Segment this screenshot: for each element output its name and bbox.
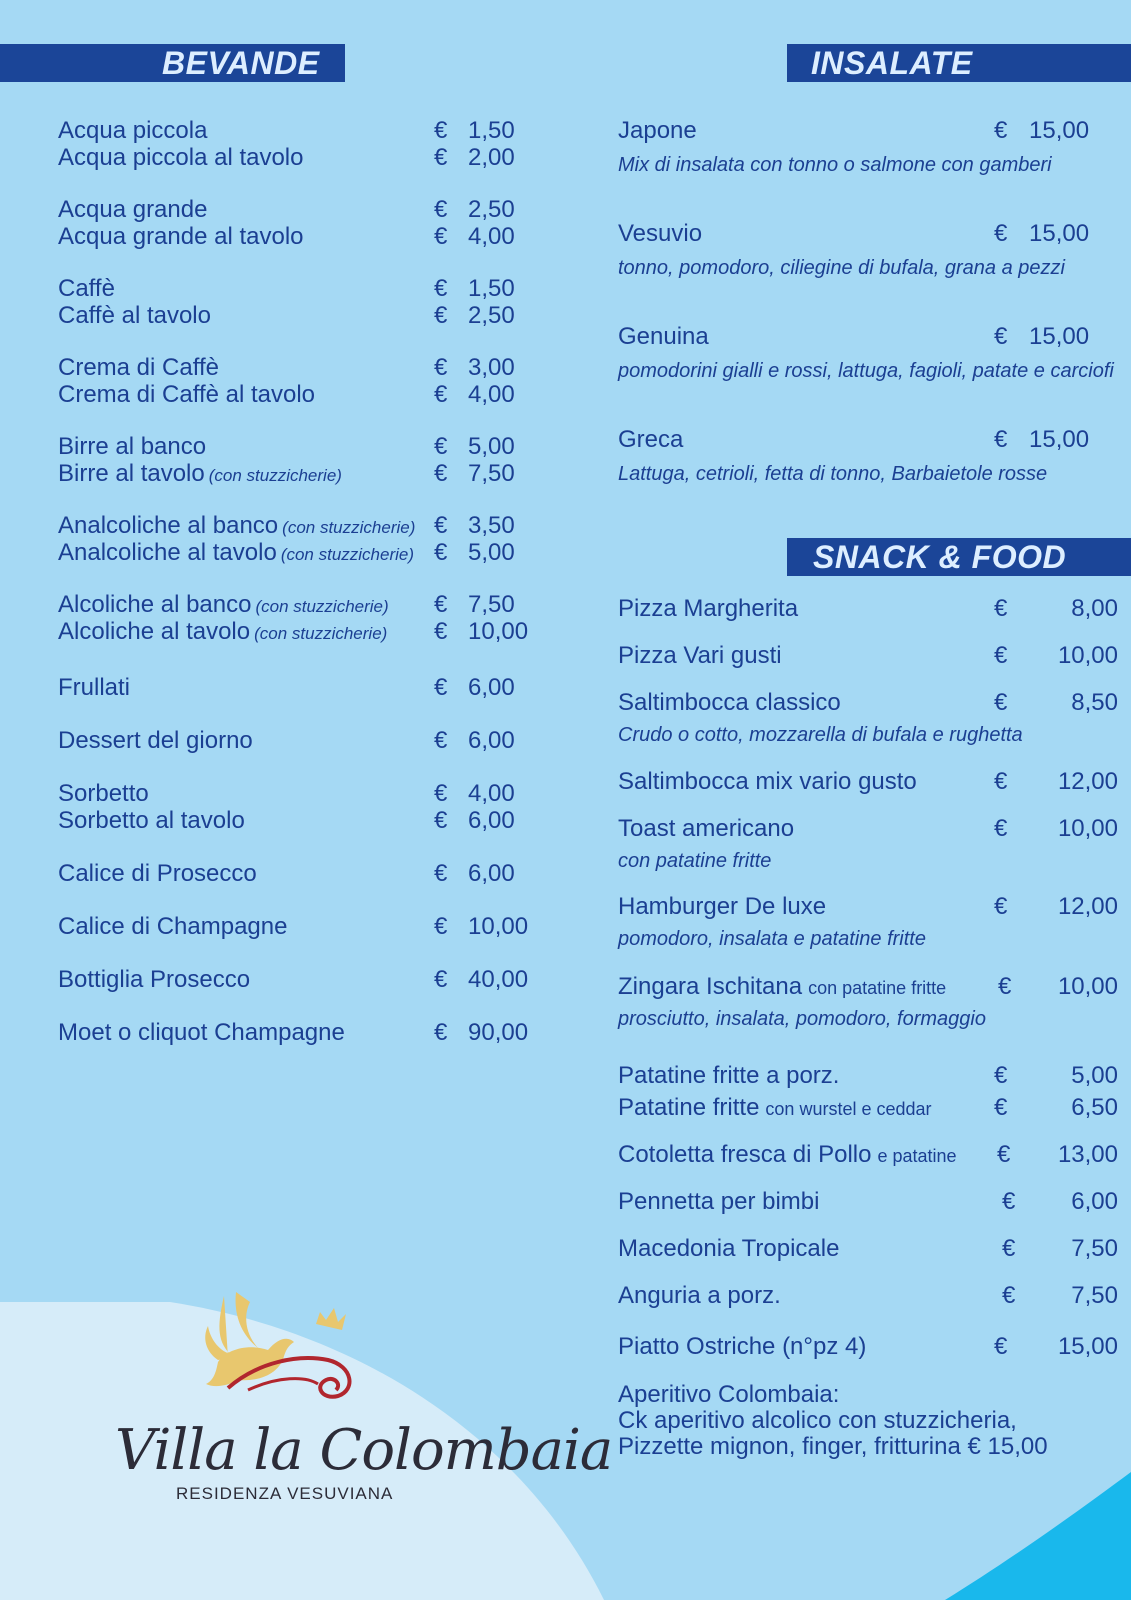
logo-name: Villa la Colombaia [115,1418,613,1483]
item-name: Greca [618,426,684,453]
item-price: 10,00 [1057,815,1118,842]
item-name: Birre al banco [58,433,207,460]
euro-sign: € [434,807,448,834]
item-name: Patatine fritte a porz. [618,1062,840,1089]
insalata-desc: tonno, pomodoro, ciliegine di bufala, grana a pezzi [618,257,1065,279]
insalata-row [618,118,1098,146]
item-note: (con stuzzicherie) [254,624,388,643]
euro-sign: € [434,591,448,618]
euro-sign: € [994,815,1008,842]
item-price: 4,00 [468,381,515,408]
item-note: e patatine [877,1146,957,1166]
item-price: 1,50 [468,275,515,302]
insalata-desc: Lattuga, cetrioli, fetta di tonno, Barbaietole rosse [618,463,1048,485]
aperitivo-text: Aperitivo Colombaia: Ck aperitivo alcolico con stuzzicheria, Pizzette mignon, finger, fritturina € 15,00 [618,1381,1048,1460]
item-price: 6,50 [1071,1094,1118,1121]
dove-crown-icon [188,1292,368,1412]
item-price: 10,00 [1057,642,1118,669]
snack-desc: pomodoro, insalata e patatine fritte [618,928,926,950]
euro-sign: € [434,223,448,250]
snack-header [787,538,1131,576]
item-name: Calice di Champagne [58,913,288,940]
bevande-row [58,303,538,331]
item-name: Saltimbocca classico [618,689,841,716]
item-name: Toast americano [618,815,795,842]
item-name-wrap [618,690,841,716]
bevande-row [58,861,538,889]
item-price: 10,00 [468,913,529,940]
item-note: (con stuzzicherie) [208,466,342,485]
item-price: 5,00 [468,433,515,460]
item-price: 5,00 [468,539,515,566]
snack-desc: con patatine fritte [618,850,772,872]
item-name: Genuina [618,323,709,350]
item-price: 6,00 [468,727,515,754]
item-note: (con stuzzicherie) [280,545,415,564]
euro-sign: € [434,275,448,302]
item-price: 6,00 [468,860,515,887]
item-name-wrap [618,1189,819,1215]
item-name-wrap [618,894,826,920]
insalata-desc: Mix di insalata con tonno o salmone con gamberi [618,154,1052,176]
bevande-row [58,197,538,225]
item-price: 7,50 [1071,1282,1118,1309]
bevande-row [58,967,538,995]
bevande-row [58,540,538,568]
euro-sign: € [434,460,448,487]
item-price: 8,00 [1071,595,1118,622]
euro-sign: € [994,323,1008,350]
bevande-row [58,808,538,836]
item-price: 5,00 [1071,1062,1118,1089]
bevande-row [58,781,538,809]
euro-sign: € [434,196,448,223]
item-name: Hamburger De luxe [618,893,827,920]
item-name: Frullati [58,674,131,701]
bevande-row [58,355,538,383]
item-price: 15,00 [1029,426,1090,453]
euro-sign: € [994,595,1008,622]
item-price: 4,00 [468,223,515,250]
bevande-row [58,382,538,410]
euro-sign: € [994,1333,1008,1360]
item-note: con wurstel e ceddar [765,1099,932,1119]
bevande-row [58,224,538,252]
item-name-wrap [618,643,782,669]
item-price: 2,00 [468,144,515,171]
snack-row [618,1142,1118,1170]
euro-sign: € [994,689,1008,716]
bevande-row [58,513,538,541]
insalate-title: INSALATE [811,45,973,81]
item-name-wrap [58,540,414,568]
item-name: Acqua grande [58,196,208,223]
euro-sign: € [434,354,448,381]
item-name: Piatto Ostriche (n°pz 4) [618,1333,867,1360]
item-name: Acqua piccola [58,117,208,144]
bevande-header [0,44,345,82]
item-name: Caffè al tavolo [58,302,211,329]
item-name: Zingara Ischitana [618,973,803,1000]
bevande-row [58,276,538,304]
item-price: 4,00 [468,780,515,807]
item-name: Pizza Margherita [618,595,799,622]
bevande-row [58,728,538,756]
item-name: Acqua piccola al tavolo [58,144,304,171]
item-price: 10,00 [1057,973,1118,1000]
snack-row [618,643,1118,671]
bevande-title: BEVANDE [162,45,320,81]
snack-row [618,974,1118,1002]
item-name-wrap [58,461,342,489]
item-name: Saltimbocca mix vario gusto [618,768,917,795]
insalata-desc: pomodorini gialli e rossi, lattuga, fagioli, patate e carciofi [618,360,1114,382]
euro-sign: € [434,913,448,940]
item-name-wrap [618,769,917,795]
euro-sign: € [998,973,1012,1000]
euro-sign: € [1002,1188,1016,1215]
bevande-row [58,434,538,462]
snack-desc: prosciutto, insalata, pomodoro, formaggio [618,1008,986,1030]
snack-row [618,1283,1118,1311]
bevande-row [58,118,538,146]
item-name: Vesuvio [618,220,703,247]
snack-title: SNACK & FOOD [813,539,1067,575]
euro-sign: € [994,220,1008,247]
item-name: Sorbetto al tavolo [58,807,245,834]
euro-sign: € [434,780,448,807]
item-name-wrap [618,1095,932,1122]
item-name: Anguria a porz. [618,1282,781,1309]
item-note: con patatine fritte [808,978,947,998]
item-price: 15,00 [1057,1333,1118,1360]
item-name-wrap [618,1142,957,1169]
item-price: 15,00 [1029,323,1090,350]
euro-sign: € [994,1094,1008,1121]
item-name-wrap [618,1236,839,1262]
item-price: 15,00 [1029,117,1090,144]
item-name-wrap [618,816,794,842]
item-price: 7,50 [468,460,515,487]
euro-sign: € [434,1019,448,1046]
euro-sign: € [434,727,448,754]
item-note: (con stuzzicherie) [255,597,389,616]
insalata-row [618,221,1098,249]
bevande-row [58,914,538,942]
item-price: 2,50 [468,302,515,329]
item-name: Birre al tavolo [58,460,205,487]
item-price: 6,00 [468,674,515,701]
item-name: Alcoliche al banco [58,591,252,618]
snack-row [618,1334,1118,1362]
euro-sign: € [434,144,448,171]
snack-row [618,1063,1118,1091]
euro-sign: € [434,381,448,408]
insalata-row [618,427,1098,455]
item-name: Moet o cliquot Champagne [58,1019,345,1046]
snack-row [618,1236,1118,1264]
item-name-wrap [58,619,387,647]
item-price: 3,50 [468,512,515,539]
euro-sign: € [434,860,448,887]
item-name: Pizza Vari gusti [618,642,782,669]
snack-row [618,1189,1118,1217]
euro-sign: € [434,302,448,329]
item-name: Sorbetto [58,780,149,807]
euro-sign: € [434,966,448,993]
snack-desc: Crudo o cotto, mozzarella di bufala e rughetta [618,724,1023,746]
item-name: Macedonia Tropicale [618,1235,840,1262]
item-price: 1,50 [468,117,515,144]
item-name: Cotoletta fresca di Pollo [618,1141,872,1168]
euro-sign: € [1002,1235,1016,1262]
insalata-row [618,324,1098,352]
euro-sign: € [434,117,448,144]
euro-sign: € [994,1062,1008,1089]
bevande-row [58,461,538,489]
item-name-wrap [58,513,415,541]
euro-sign: € [434,618,448,645]
euro-sign: € [997,1141,1011,1168]
euro-sign: € [994,117,1008,144]
item-price: 7,50 [1071,1235,1118,1262]
item-name: Acqua grande al tavolo [58,223,304,250]
euro-sign: € [994,893,1008,920]
item-price: 12,00 [1057,768,1118,795]
item-name-wrap [618,596,798,622]
euro-sign: € [434,539,448,566]
item-price: 6,00 [1071,1188,1118,1215]
logo-subtitle: RESIDENZA VESUVIANA [176,1484,394,1503]
euro-sign: € [994,768,1008,795]
euro-sign: € [994,642,1008,669]
snack-row [618,1095,1118,1123]
item-price: 90,00 [468,1019,529,1046]
item-name: Japone [618,117,697,144]
snack-row [618,596,1118,624]
item-name: Calice di Prosecco [58,860,257,887]
euro-sign: € [434,433,448,460]
item-price: 15,00 [1029,220,1090,247]
item-name-wrap [58,592,389,620]
item-name-wrap [618,1063,839,1089]
insalate-header [787,44,1131,82]
item-price: 7,50 [468,591,515,618]
item-name: Alcoliche al tavolo [58,618,251,645]
item-name: Crema di Caffè al tavolo [58,381,316,408]
item-name: Analcoliche al tavolo [58,539,277,566]
euro-sign: € [434,512,448,539]
bevande-row [58,675,538,703]
item-name: Dessert del giorno [58,727,253,754]
corner-accent-shape [945,1472,1131,1600]
bevande-row [58,1020,538,1048]
item-name-wrap [618,1334,866,1360]
item-note: (con stuzzicherie) [282,518,416,537]
item-name-wrap [618,974,946,1001]
item-price: 13,00 [1057,1141,1118,1168]
item-price: 40,00 [468,966,529,993]
euro-sign: € [434,674,448,701]
snack-row [618,690,1118,718]
bevande-row [58,619,538,647]
item-price: 12,00 [1057,893,1118,920]
item-price: 2,50 [468,196,515,223]
item-name: Analcoliche al banco [58,512,279,539]
snack-row [618,769,1118,797]
item-name: Patatine fritte [618,1094,760,1121]
snack-row [618,894,1118,922]
item-name: Bottiglia Prosecco [58,966,251,993]
snack-row [618,816,1118,844]
euro-sign: € [994,426,1008,453]
item-name: Caffè [58,275,115,302]
item-price: 10,00 [468,618,529,645]
item-name: Crema di Caffè [58,354,219,381]
euro-sign: € [1002,1282,1016,1309]
item-price: 8,50 [1071,689,1118,716]
item-name-wrap [618,1283,781,1309]
bevande-row [58,145,538,173]
bevande-row [58,592,538,620]
item-price: 6,00 [468,807,515,834]
item-price: 3,00 [468,354,515,381]
item-name: Pennetta per bimbi [618,1188,820,1215]
